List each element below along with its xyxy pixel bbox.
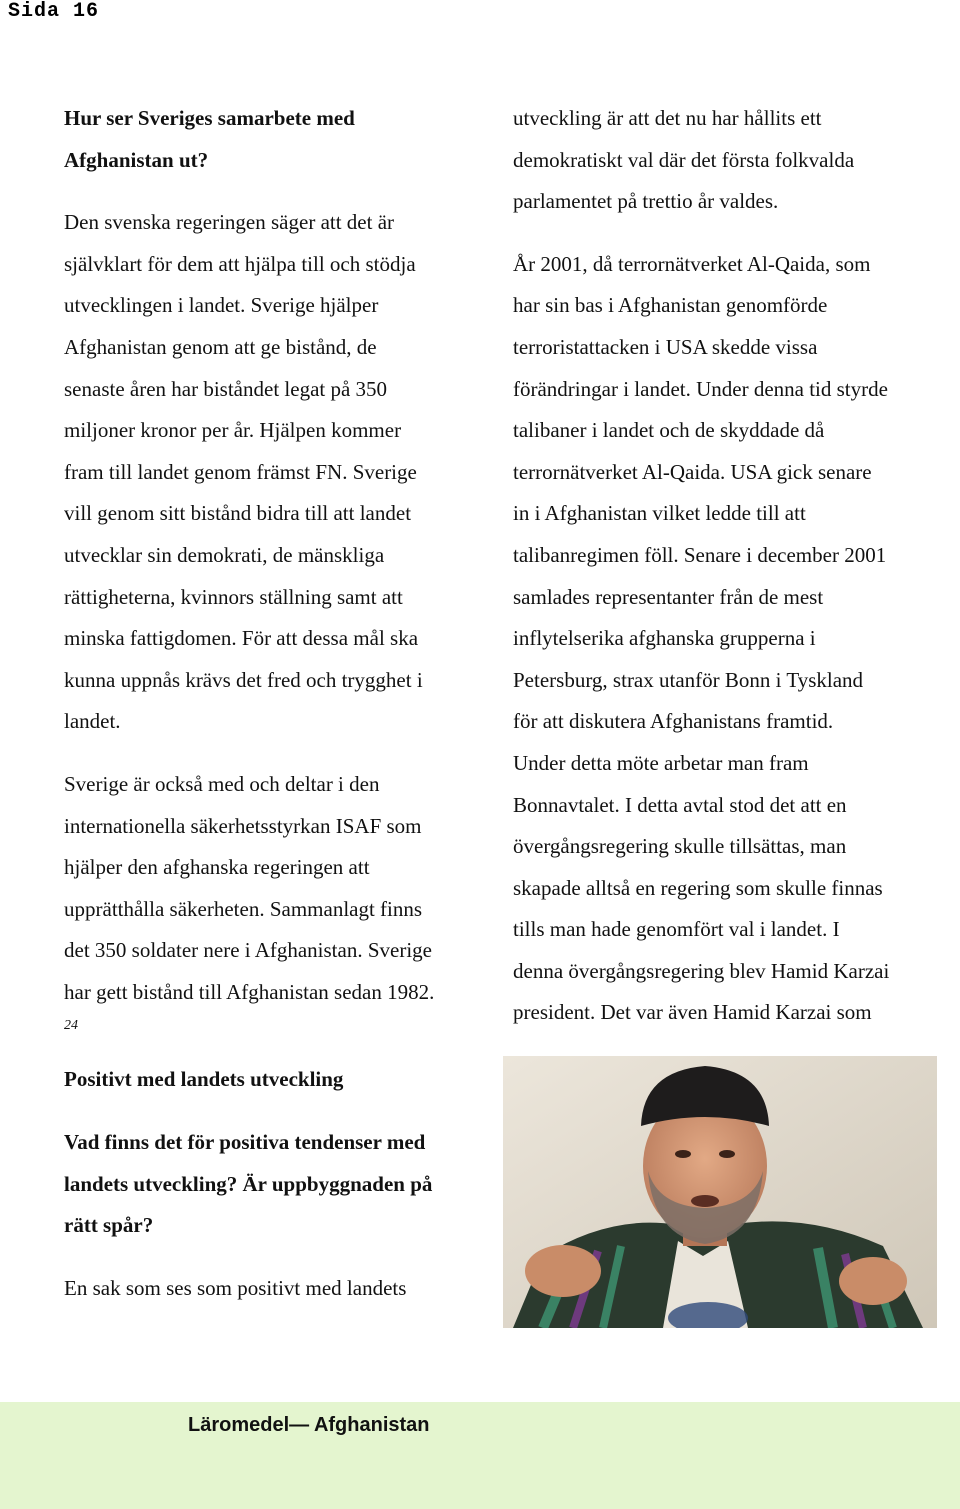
heading-line: Hur ser Sveriges samarbete med — [64, 106, 355, 130]
text-line: Petersburg, strax utanför Bonn i Tyskland — [513, 667, 864, 692]
text-line: in i Afghanistan vilket ledde till att — [513, 501, 806, 526]
text-line: för att diskutera Afghanistans framtid. — [513, 709, 834, 734]
text-line: Afghanistan genom att ge bistånd, de — [64, 334, 377, 359]
footnote-number: 24 — [64, 1018, 78, 1034]
heading-line: Afghanistan ut? — [64, 147, 209, 172]
section-heading: Positivt med landets utveckling — [64, 1067, 344, 1092]
text-line: kunna uppnås krävs det fred och trygghet i — [64, 667, 423, 692]
text-line: har sin bas i Afghanistan genomförde — [513, 293, 828, 318]
text-line: denna övergångsregering blev Hamid Karzai — [513, 958, 890, 983]
text-line: samlades representanter från de mest — [513, 584, 824, 609]
text-line: hjälper den afghanska regeringen att — [64, 855, 370, 880]
text-line: Sverige är också med och deltar i den — [64, 771, 380, 796]
portrait-photo — [503, 1056, 937, 1328]
text-line: upprätthålla säkerheten. Sammanlagt finns — [64, 896, 423, 921]
text-line: År 2001, då terrornätverket Al-Qaida, som — [513, 251, 871, 276]
text-line: förändringar i landet. Under denna tid styrde — [513, 376, 888, 401]
text-line: terrornätverket Al-Qaida. USA gick senare — [513, 459, 872, 484]
question-heading-line: rätt spår? — [64, 1213, 154, 1238]
text-line: Den svenska regeringen säger att det är — [64, 210, 395, 235]
text-line: Bonnavtalet. I detta avtal stod det att en — [513, 792, 847, 817]
text-line: demokratiskt val där det första folkvalda — [513, 147, 855, 172]
text-line: tills man hade genomfört val i landet. I — [513, 917, 840, 942]
text-line: landet. — [64, 709, 121, 734]
text-line: talibanregimen föll. Senare i december 2001 — [513, 542, 887, 567]
text-line: utvecklingen i landet. Sverige hjälper — [64, 293, 379, 318]
text-line: talibaner i landet och de skyddade då — [513, 418, 825, 443]
text-line: senaste åren har biståndet legat på 350 — [64, 376, 388, 401]
text-line: president. Det var även Hamid Karzai som — [513, 1000, 872, 1025]
text-line: utvecklar sin demokrati, de mänskliga — [64, 542, 385, 567]
text-line: En sak som ses som positivt med landets — [64, 1275, 407, 1300]
text-line: miljoner kronor per år. Hjälpen kommer — [64, 418, 402, 443]
text-line: vill genom sitt bistånd bidra till att landet — [64, 501, 412, 526]
footer-band — [0, 1402, 960, 1509]
text-line: Under detta möte arbetar man fram — [513, 750, 809, 775]
text-line: minska fattigdomen. För att dessa mål ska — [64, 626, 419, 651]
page-label: Sida 16 — [8, 0, 100, 23]
left-column — [64, 98, 504, 1309]
text-line: inflytelserika afghanska grupperna i — [513, 626, 816, 651]
text-line: det 350 soldater nere i Afghanistan. Sverige — [64, 938, 432, 963]
text-line: rättigheterna, kvinnors ställning samt att — [64, 584, 403, 609]
footer-title: Läromedel— Afghanistan — [188, 1414, 430, 1436]
right-column — [513, 98, 953, 1034]
text-line: har gett bistånd till Afghanistan sedan 1982. — [64, 979, 435, 1004]
question-heading-line: Vad finns det för positiva tendenser med — [64, 1130, 426, 1155]
text-line: utveckling är att det nu har hållits ett — [513, 106, 822, 130]
question-heading-line: landets utveckling? Är uppbyggnaden på — [64, 1171, 433, 1196]
text-line: internationella säkerhetsstyrkan ISAF som — [64, 813, 422, 838]
text-line: fram till landet genom främst FN. Sverige — [64, 459, 417, 484]
text-line: övergångsregering skulle tillsättas, man — [513, 834, 847, 859]
text-line: terroristattacken i USA skedde vissa — [513, 334, 818, 359]
text-line: skapade alltså en regering som skulle finnas — [513, 875, 883, 900]
text-line: parlamentet på trettio år valdes. — [513, 189, 779, 214]
text-line: självklart för dem att hjälpa till och stödja — [64, 251, 416, 276]
